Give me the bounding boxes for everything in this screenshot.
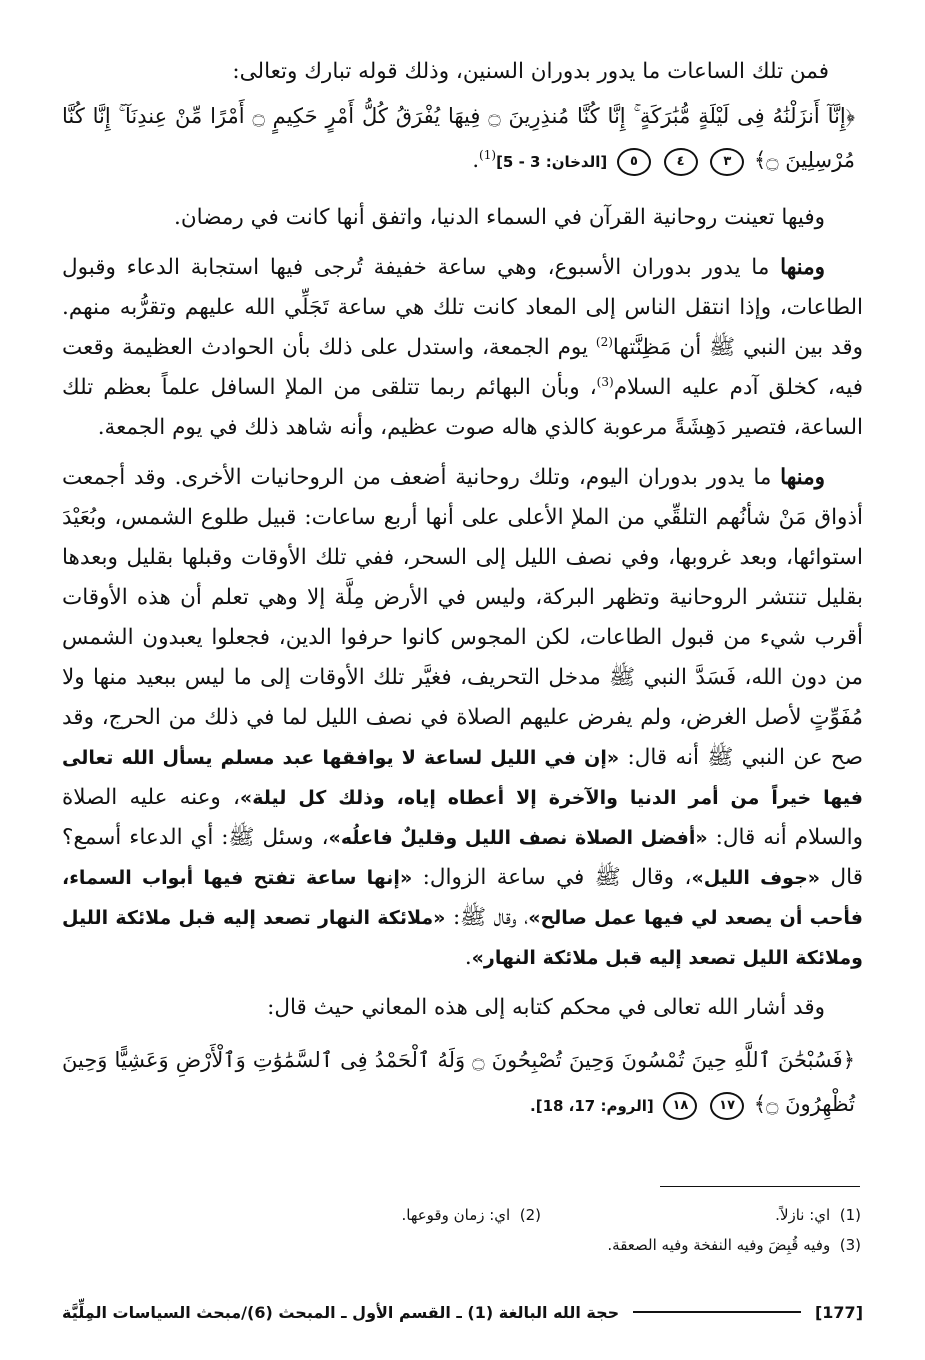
paragraph-text: ، وقال ﷺ في ساعة الزوال: — [412, 865, 692, 890]
hadith-quote: «ملائكة النهار تصعد إليه قبل ملائكة الليل وملائكة الليل تصعد إليه قبل ملائكة النهار» — [62, 907, 863, 969]
footnote-ref-2: (2) — [595, 334, 613, 349]
paragraph-text: ، وقال ﷺ: — [445, 905, 529, 930]
verse-reference: [الدخان: 3 - 5] — [496, 153, 608, 171]
footnote-ref-3: (3) — [596, 374, 614, 389]
quran-verse-dukhan: ﴿إِنَّآ أَنزَلْنَٰهُ فِى لَيْلَةٍ مُّبَٰرَكَةٍ ۚ إِنَّا كُنَّا مُنذِرِينَ ۝ فِيهَا يُفْرَقُ كُلُّ أَمْرٍ حَكِيمٍ ۝ أَمْرًا مِّنْ عِندِنَآ ۚ إِنَّا كُنَّا مُرْسِلِينَ ۝﴾ ٣ ٤ ٥ [الدخان: 3 - 5]$^{(1)}$. — [62, 94, 863, 184]
paragraph-text: ، وسئل ﷺ: أي الدعاء أسمع؟ قال — [62, 825, 863, 890]
footnote-row — [61, 1200, 861, 1230]
hadith-quote: «إن في الليل لساعة لا يوافقها عبد مسلم يسأل الله تعالى فيها خيراً من أمر الدنيا والآخرة إلا أعطاه إياه، وذلك كل ليلة» — [62, 747, 863, 809]
page-number: [177] — [814, 1302, 863, 1322]
paragraph-text: ، وعنه عليه الصلاة والسلام أنه قال: — [62, 785, 863, 850]
verse-number-marker: ١٨ — [663, 1092, 697, 1120]
paragraph-week — [62, 248, 863, 448]
quran-verse-rum — [62, 1038, 863, 1128]
paragraph-ramadan: وفيها تعينت روحانية القرآن في السماء الدنيا، واتفق أنها كانت في رمضان. — [174, 205, 825, 230]
footnote-ref-1: (1) — [479, 148, 497, 162]
verse-number-marker: ٣ — [710, 148, 744, 176]
footnote-row — [61, 1230, 861, 1260]
paragraph-lead: ومنها — [780, 465, 825, 490]
footnote-text: وفيه قُبِضَ وفيه النفخة وفيه الصعقة. — [607, 1236, 831, 1254]
footnote-item — [541, 1200, 861, 1230]
footnote-text: اي: زمان وقوعها. — [401, 1206, 511, 1224]
footnotes-divider — [660, 1186, 860, 1187]
hadith-quote: «أفضل الصلاة نصف الليل وقليلٌ فاعلُه» — [328, 827, 708, 849]
footer-rule — [633, 1311, 801, 1313]
footnote-item — [221, 1200, 541, 1230]
paragraph-text: ، وبأن البهائم ربما تتلقى من الملإ السافل علماً بعظم تلك الساعة، فتصير دَهِشَةً مرعوبة كالذي هاله صوت عظيم، وأنه شاهد ذلك في يوم الجمعة. — [62, 375, 863, 440]
verse-text: ﴿فَسُبْحَٰنَ ٱللَّهِ حِينَ تُمْسُونَ وَحِينَ تُصْبِحُونَ ۝ وَلَهُ ٱلْحَمْدُ فِى ٱلسَّمَٰوَٰتِ وَٱلْأَرْضِ وَعَشِيًّا وَحِينَ تُظْهِرُونَ ۝﴾ — [62, 1048, 855, 1116]
paragraph-text: . — [464, 945, 472, 970]
hadith-quote: «جوف الليل» — [691, 867, 821, 889]
page-footer — [62, 1296, 863, 1328]
hadith-quote: «إنها ساعة تفتح فيها أبواب السماء، فأحب أن يصعد لي فيها عمل صالح» — [62, 867, 863, 929]
paragraph-lead: ومنها — [780, 255, 825, 280]
footnote-text: اي: نازلاً. — [775, 1206, 831, 1224]
paragraph-text: ما يدور بدوران الأسبوع، وهي ساعة خفيفة تُرجى فيها استجابة الدعاء وقبول الطاعات، وإذا انتقل الناس إلى المعاد كانت تلك هي ساعة تَجَلِّي الله عليهم وتقرُّبه منهم. وقد بين النبي ﷺ أن مَظِنَّتها — [62, 255, 864, 360]
paragraph-text: ما يدور بدوران اليوم، وتلك روحانية أضعف من الروحانيات الأخرى. وقد أجمعت أذواق مَنْ شأنُهم التلقِّي من الملإ الأعلى على أنها أربع ساعات: قبيل طلوع الشمس، وبُعَيْدَ استوائها، وبعد غروبها، وفي نصف الليل إلى السحر، ففي تلك الأوقات وقبلها بقليل وبعدها بقليل تنتشر الروحانية وتظهر البركة، وليس في الأرض مِلَّة إلا وهي تعلم أن هذه الأوقات أقرب شيء من قبول الطاعات، لكن المجوس كانوا حرفوا الدين، فجعلوا يعبدون الشمس من دون الله، فَسَدَّ النبي ﷺ مدخل التحريف، فغيَّر تلك الأوقات إلى ما ليس ببعيد منها ولا مُفَوِّتٍ لأصل الغرض، ولم يفرض عليهم الصلاة في نصف الليل لما في ذلك من الحرج، وقد صح عن النبي ﷺ أنه قال: — [62, 465, 863, 770]
paragraph-intro: فمن تلك الساعات ما يدور بدوران السنين، وذلك قوله تبارك وتعالى: — [232, 59, 829, 84]
footnote-number: (2) — [519, 1206, 541, 1224]
footnote-item — [261, 1230, 861, 1260]
footnote-number: (3) — [839, 1236, 861, 1254]
paragraph-allusion: وقد أشار الله تعالى في محكم كتابه إلى هذه المعاني حيث قال: — [267, 995, 825, 1020]
verse-number-marker: ١٧ — [710, 1092, 744, 1120]
running-title: حجة الله البالغة (1) ـ القسم الأول ـ المبحث (6)/مبحث السياسات المِلِّيَّة — [62, 1302, 620, 1322]
paragraph-day — [62, 458, 863, 978]
verse-reference: [الروم: 17، 18]. — [530, 1097, 654, 1115]
paragraph-text: يوم الجمعة، واستدل على ذلك بأن الحوادث العظيمة وقعت فيه، كخلق آدم عليه السلام — [62, 335, 863, 400]
footnotes — [61, 1200, 861, 1260]
verse-number-marker: ٥ — [617, 148, 651, 176]
footnote-number: (1) — [839, 1206, 861, 1224]
verse-text: ﴿إِنَّآ أَنزَلْنَٰهُ فِى لَيْلَةٍ مُّبَٰرَكَةٍ ۚ إِنَّا كُنَّا مُنذِرِينَ ۝ فِيهَا يُفْرَقُ كُلُّ أَمْرٍ حَكِيمٍ ۝ أَمْرًا مِّنْ عِندِنَآ ۚ إِنَّا كُنَّا مُرْسِلِينَ ۝﴾ — [62, 104, 855, 172]
verse-number-marker: ٤ — [664, 148, 698, 176]
